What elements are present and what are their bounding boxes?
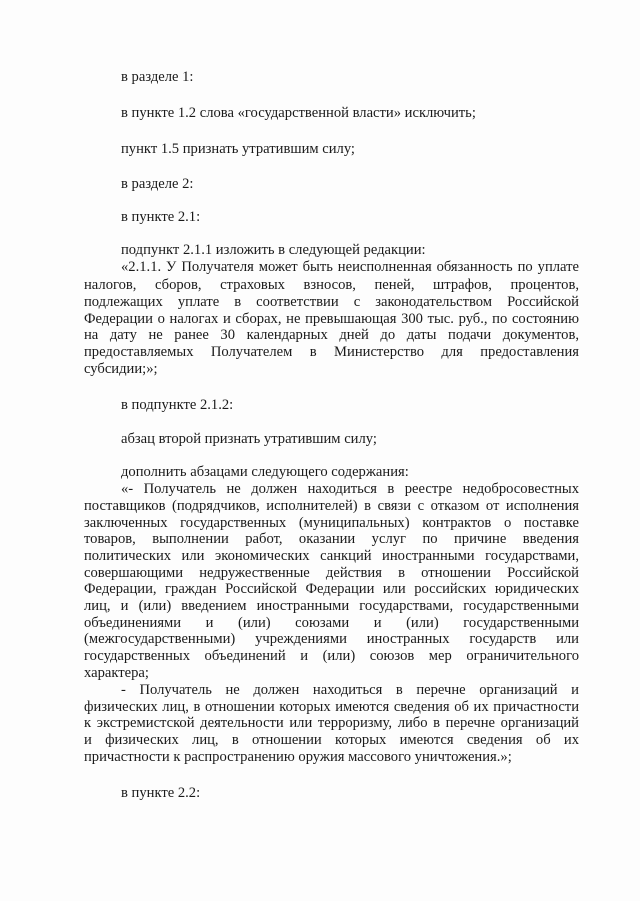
amendment-line: подпункт 2.1.1 изложить в следующей редакции:: [121, 242, 426, 258]
paragraph-line: характера;: [84, 665, 149, 681]
paragraph-line: (межгосударственными) учреждениями иностранных государств или: [84, 631, 579, 647]
paragraph-line: - Получатель не должен находиться в перечне организаций и: [121, 682, 579, 698]
section-heading: в разделе 1:: [121, 69, 194, 85]
paragraph-line: на дату не ранее 30 календарных дней до даты подачи документов,: [84, 327, 579, 343]
paragraph-line: и физических лиц, в отношении которых имеются сведения об их: [84, 732, 579, 748]
paragraph-line: причастности к распространению оружия массового уничтожения.»;: [84, 749, 512, 765]
paragraph-line: лиц, и (или) введением иностранными государствами, государственными: [84, 598, 579, 614]
paragraph-line: объединениями и (или) союзами и (или) государственными: [84, 615, 579, 631]
paragraph-line: государственных объединений и (или) союзов мер ограничительного: [84, 648, 579, 664]
amendment-line: пункт 1.5 признать утратившим силу;: [121, 141, 355, 157]
clause-heading: в подпункте 2.1.2:: [121, 397, 234, 413]
paragraph-line: поставщиков (подрядчиков, исполнителей) в связи с отказом от исполнения: [84, 498, 579, 514]
paragraph-line: «2.1.1. У Получателя может быть неисполненная обязанность по уплате: [121, 259, 579, 275]
amendment-line: дополнить абзацами следующего содержания:: [121, 464, 409, 480]
section-heading: в разделе 2:: [121, 176, 194, 192]
paragraph-line: предоставляемых Получателем в Министерство для предоставления: [84, 344, 579, 360]
paragraph-line: подлежащих уплате в соответствии с законодательством Российской: [84, 294, 579, 310]
paragraph-line: заключенных государственных (муниципальных) контрактов о поставке: [84, 515, 579, 531]
paragraph-line: субсидии;»;: [84, 361, 158, 377]
paragraph-line: Федерации о налогах и сборах, не превышающая 300 тыс. руб., по состоянию: [84, 311, 579, 327]
clause-heading: в пункте 2.2:: [121, 785, 201, 801]
amendment-line: абзац второй признать утратившим силу;: [121, 431, 377, 447]
clause-heading: в пункте 2.1:: [121, 209, 201, 225]
paragraph-line: Федерации, граждан Российской Федерации или российских юридических: [84, 581, 579, 597]
paragraph-line: совершающими недружественные действия в отношении Российской: [84, 565, 579, 581]
paragraph-line: к экстремистской деятельности или терроризму, либо в перечне организаций: [84, 715, 579, 731]
paragraph-line: политических или экономических санкций иностранными государствами,: [84, 548, 579, 564]
paragraph-line: налогов, сборов, страховых взносов, пеней, штрафов, процентов,: [84, 277, 579, 293]
paragraph-line: «- Получатель не должен находиться в реестре недобросовестных: [121, 481, 579, 497]
paragraph-line: физических лиц, в отношении которых имеются сведения об их причастности: [84, 699, 579, 715]
amendment-line: в пункте 1.2 слова «государственной власти» исключить;: [121, 105, 476, 121]
paragraph-line: товаров, выполнении работ, оказании услуг по причине введения: [84, 531, 579, 547]
